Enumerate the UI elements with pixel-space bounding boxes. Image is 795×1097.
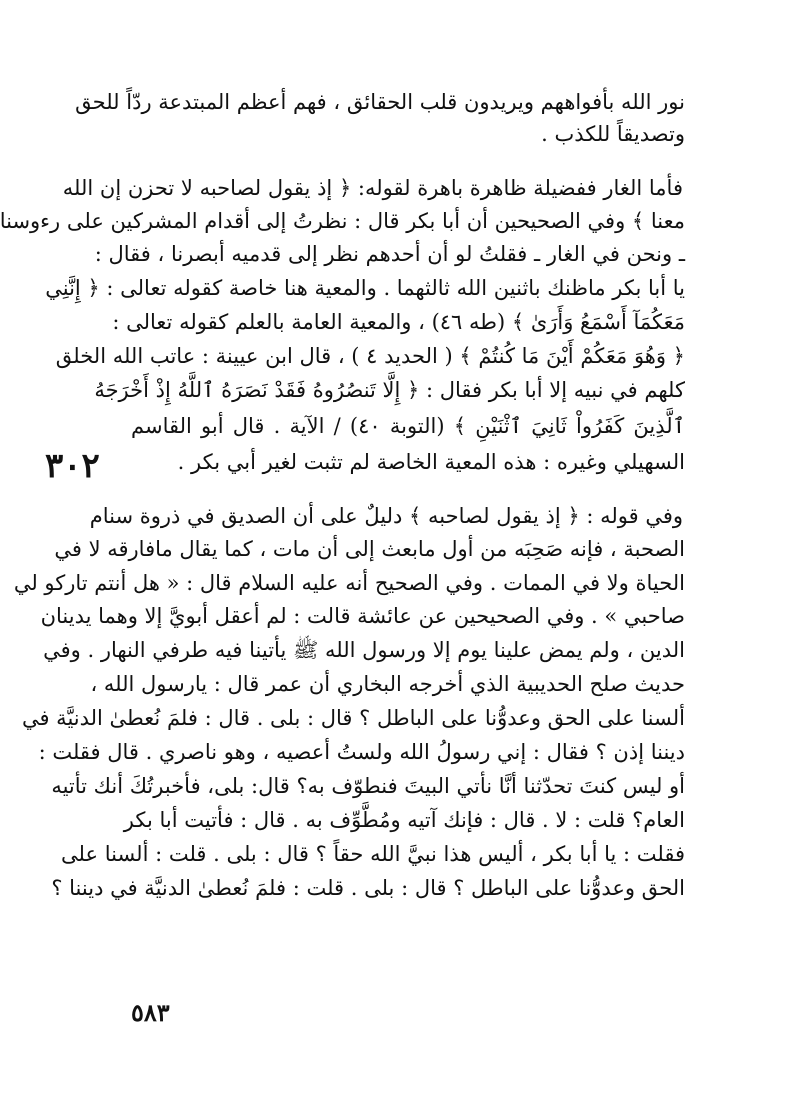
text-line: أو ليس كنتَ تحدّثنا أنَّا نأتي البيتَ فنطوّف به؟ قال: بلى، فأخبرتُكَ أنك تأتيه bbox=[51, 774, 685, 798]
text-line: مَعَكُمَآ أَسْمَعُ وَأَرَىٰ ﴾ (طه ٤٦) ، والمعية العامة بالعلم كقوله تعالى : bbox=[112, 310, 685, 334]
text-line: صاحبي » . وفي الصحيحين عن عائشة قالت : لم أعقل أبويَّ إلا وهما يدينان bbox=[40, 604, 685, 628]
page-number: ٥٨٣ bbox=[131, 998, 170, 1027]
text-line: ـ ونحن في الغار ـ فقلتُ لو أن أحدهم نظر إلى قدميه أبصرنا ، فقال : bbox=[94, 242, 685, 266]
text-line: فأما الغار ففضيلة ظاهرة باهرة لقوله: ﴿ إذ يقول لصاحبه لا تحزن إن الله bbox=[62, 176, 683, 200]
text-line: حديث صلح الحديبية الذي أخرجه البخاري أن عمر قال : يارسول الله ، bbox=[90, 672, 685, 696]
text-line: يا أبا بكر ماظنك باثنين الله ثالثهما . والمعية هنا خاصة كقوله تعالى : ﴿ إِنَّنِي bbox=[45, 276, 685, 300]
text-line: نور الله بأفواههم ويريدون قلب الحقائق ، فهم أعظم المبتدعة ردّاً للحق bbox=[75, 90, 685, 114]
text-line: وفي قوله : ﴿ إذ يقول لصاحبه ﴾ دليلٌ على أن الصديق في ذروة سنام bbox=[89, 504, 683, 528]
margin-page-reference: ٣٠٢ bbox=[45, 446, 100, 486]
text-line: فقلت : يا أبا بكر ، أليس هذا نبيَّ الله حقاً ؟ قال : بلى . قلت : ألسنا على bbox=[61, 842, 685, 866]
text-line: العام؟ قلت : لا . قال : فإنك آتيه ومُطَّوِّف به . قال : فأتيت أبا بكر bbox=[123, 808, 685, 832]
text-line: كلهم في نبيه إلا أبا بكر فقال : ﴿ إِلَّا تَنصُرُوهُ فَقَدْ نَصَرَهُ ٱللَّهُ إِذْ أَخْرَجَهُ bbox=[94, 378, 685, 402]
text-line: السهيلي وغيره : هذه المعية الخاصة لم تثبت لغير أبي بكر . bbox=[177, 450, 685, 474]
text-line: معنا ﴾ وفي الصحيحين أن أبا بكر قال : نظرتُ إلى أقدام المشركين على رءوسنا bbox=[0, 209, 685, 233]
text-line: وتصديقاً للكذب . bbox=[541, 122, 685, 146]
text-line: الصحبة ، فإنه صَحِبَه من أول مابعث إلى أن مات ، كما يقال مافارقه لا في bbox=[54, 537, 685, 561]
text-line: ﴿ وَهُوَ مَعَكُمْ أَيْنَ مَا كُنتُمْ ﴾ ( الحديد ٤ ) ، قال ابن عيينة : عاتب الله الخلق bbox=[55, 344, 685, 368]
text-line: ٱلَّذِينَ كَفَرُواْ ثَانِيَ ٱثْنَيْنِ ﴾ (التوبة ٤٠) / الآية . قال أبو القاسم bbox=[131, 414, 685, 438]
text-line: ديننا إذن ؟ فقال : إني رسولُ الله ولستُ أعصيه ، وهو ناصري . قال فقلت : bbox=[38, 740, 685, 764]
text-line: الحق وعدوُّنا على الباطل ؟ قال : بلى . قلت : فلمَ نُعطىٰ الدنيَّة في ديننا ؟ bbox=[51, 876, 685, 900]
text-line: ألسنا على الحق وعدوُّنا على الباطل ؟ قال : بلى . قال : فلمَ نُعطىٰ الدنيَّة في bbox=[21, 706, 685, 730]
text-line: الدين ، ولم يمض علينا يوم إلا ورسول الله ﷺ يأتينا فيه طرفي النهار . وفي bbox=[43, 638, 685, 662]
text-line: الحياة ولا في الممات . وفي الصحيح أنه عليه السلام قال : « هل أنتم تاركو لي bbox=[13, 571, 685, 595]
